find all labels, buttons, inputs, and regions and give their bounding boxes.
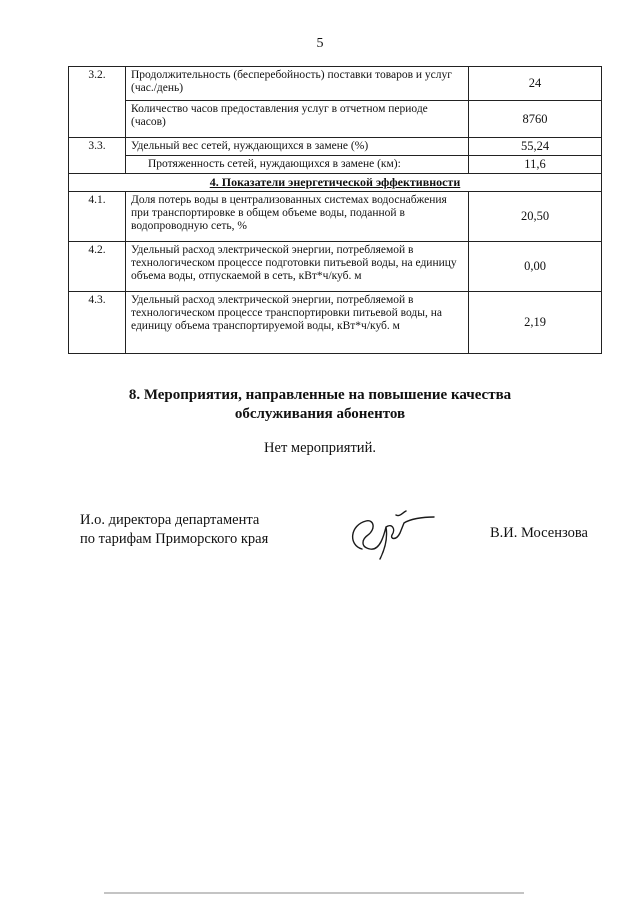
row-value: 20,50	[469, 192, 602, 242]
row-value: 0,00	[469, 242, 602, 292]
row-description: Удельный вес сетей, нуждающихся в замене (%)	[126, 138, 469, 156]
page-number: 5	[316, 36, 324, 51]
row-number: 4.2.	[69, 242, 126, 292]
table-row	[69, 156, 602, 174]
signer-position	[80, 511, 268, 549]
section-heading	[0, 386, 640, 424]
row-number: 4.1.	[69, 192, 126, 242]
row-description: Удельный расход электрической энергии, потребляемой в технологическом процессе подготовки питьевой воды, на единицу объема воды, отпускаемой в сеть, кВт*ч/куб. м	[126, 242, 469, 292]
handwritten-signature	[340, 505, 440, 565]
signer-line-2: по тарифам Приморского края	[80, 531, 269, 547]
row-number: 4.3.	[69, 292, 126, 354]
row-value: 11,6	[469, 156, 602, 174]
heading-line-2: обслуживания абонентов	[234, 406, 406, 422]
section-title: 4. Показатели энергетической эффективности	[69, 174, 602, 192]
table-row	[69, 67, 602, 101]
table-row	[69, 292, 602, 354]
row-description: Продолжительность (бесперебойность) поставки товаров и услуг (час./день)	[126, 67, 469, 101]
row-value: 2,19	[469, 292, 602, 354]
row-description: Удельный расход электрической энергии, потребляемой в технологическом процессе транспортировки питьевой воды, на единицу объема транспортируемой воды, кВт*ч/куб. м	[126, 292, 469, 354]
row-description: Доля потерь воды в централизованных системах водоснабжения при транспортировке в общем объеме воды, поданной в водопроводную сеть, %	[126, 192, 469, 242]
row-number: 3.2.	[69, 67, 126, 138]
table-row	[69, 192, 602, 242]
row-value: 55,24	[469, 138, 602, 156]
table-row	[69, 101, 602, 138]
heading-line-1: 8. Мероприятия, направленные на повышение качества	[128, 387, 512, 403]
signer-name: В.И. Мосензова	[490, 525, 588, 541]
table-row	[69, 138, 602, 156]
row-description: Количество часов предоставления услуг в отчетном периоде (часов)	[126, 101, 469, 138]
row-value: 8760	[469, 101, 602, 138]
scan-edge-line	[104, 890, 524, 896]
no-measures-text: Нет мероприятий.	[264, 440, 376, 456]
section-row	[69, 174, 602, 192]
indicators-table	[68, 66, 602, 354]
row-value: 24	[469, 67, 602, 101]
row-number: 3.3.	[69, 138, 126, 174]
signer-line-1: И.о. директора департамента	[80, 512, 260, 528]
row-description: Протяженность сетей, нуждающихся в замене (км):	[126, 156, 469, 174]
table-row	[69, 242, 602, 292]
